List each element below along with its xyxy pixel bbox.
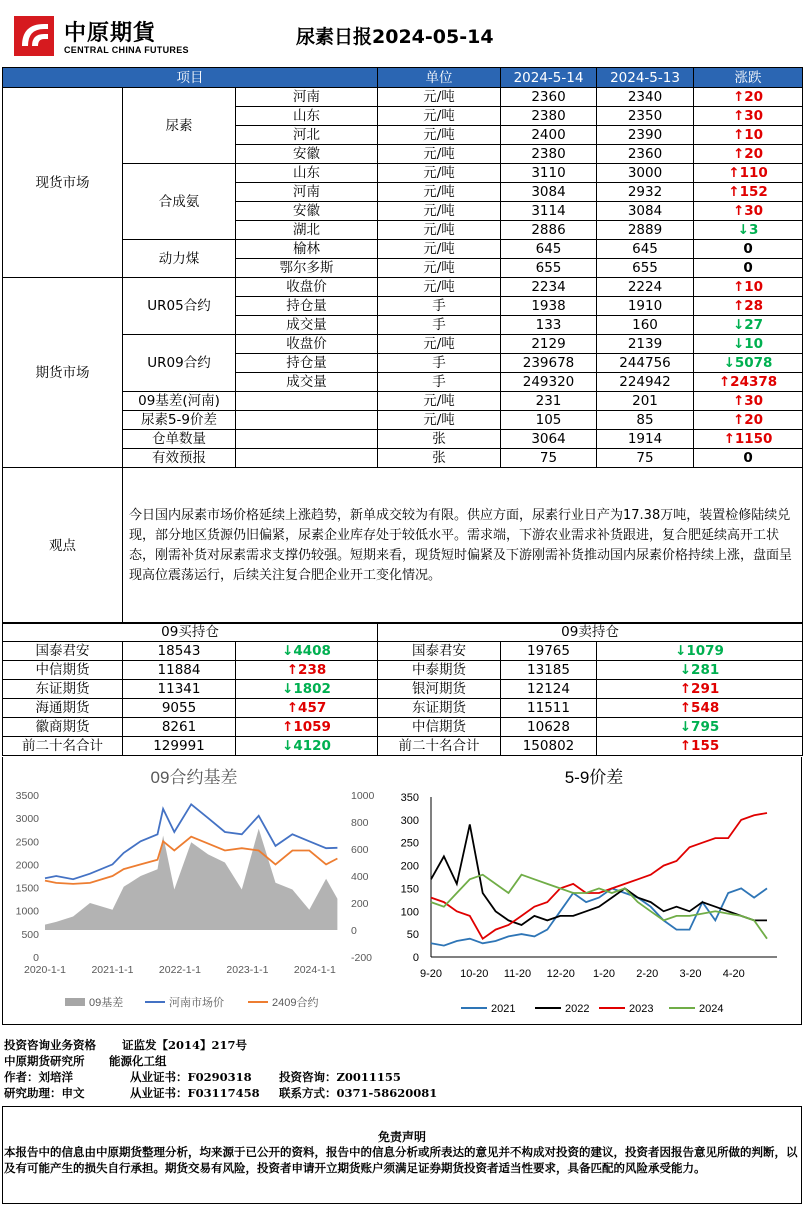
- x-tick-label: 4-20: [722, 968, 745, 980]
- row-change: 0: [694, 240, 803, 259]
- positions-row: [3, 699, 803, 718]
- group: 能源化工组: [109, 1054, 167, 1068]
- sell-broker: 中信期货: [378, 718, 501, 737]
- row-change: ↑30: [694, 107, 803, 126]
- author-license: 从业证书：F0290318: [130, 1070, 252, 1084]
- positions-header-row: [3, 623, 803, 642]
- table-row: [3, 392, 803, 411]
- row-value1: 105: [501, 411, 597, 430]
- row-change: ↑30: [694, 392, 803, 411]
- legend-label: 2021: [491, 1003, 516, 1015]
- sell-broker: 前二十名合计: [378, 737, 501, 756]
- positions-row: [3, 642, 803, 661]
- row-unit: 元/吨: [378, 392, 501, 411]
- positions-row: [3, 737, 803, 756]
- row-change: ↑20: [694, 88, 803, 107]
- x-tick-label: 2024-1-1: [293, 964, 336, 976]
- spread-chart: [387, 757, 801, 1025]
- y-right-tick-label: 0: [351, 925, 357, 937]
- x-tick-label: 10-20: [460, 968, 489, 980]
- table-row: [3, 411, 803, 430]
- row-value2: 160: [597, 316, 694, 335]
- buy-change: ↓4408: [236, 642, 378, 661]
- y-right-tick-label: 200: [351, 898, 369, 910]
- positions-table: [2, 622, 803, 756]
- row-change: ↑30: [694, 202, 803, 221]
- coal-label: 动力煤: [123, 240, 236, 278]
- row-unit: 张: [378, 449, 501, 468]
- row-unit: 张: [378, 430, 501, 449]
- y-tick-label: 200: [400, 860, 419, 873]
- buy-title: 09买持仓: [3, 623, 378, 642]
- buy-broker: 徽商期货: [3, 718, 123, 737]
- row-value1: 3064: [501, 430, 597, 449]
- y-right-tick-label: -200: [351, 952, 373, 964]
- buy-change: ↓4120: [236, 737, 378, 756]
- contact: 联系方式：0371-58620081: [279, 1086, 438, 1100]
- sell-change: ↓281: [597, 661, 803, 680]
- header-unit: 单位: [378, 68, 501, 88]
- row-change: ↓10: [694, 335, 803, 354]
- y-left-tick-label: 3500: [15, 790, 39, 802]
- row-unit: 手: [378, 354, 501, 373]
- row-value2: 1914: [597, 430, 694, 449]
- sell-volume: 12124: [501, 680, 597, 699]
- view-label: 观点: [3, 468, 123, 624]
- disclaimer-title: 免责声明: [377, 1130, 426, 1144]
- y-left-tick-label: 500: [21, 928, 39, 941]
- x-tick-label: 3-20: [679, 968, 702, 980]
- row-name: 09基差(河南): [123, 392, 236, 411]
- row-value2: 2350: [597, 107, 694, 126]
- header-item: 项目: [3, 68, 378, 88]
- row-value1: 3110: [501, 164, 597, 183]
- row-change: ↑10: [694, 126, 803, 145]
- qualification-number: 证监发【2014】217号: [122, 1038, 248, 1052]
- row-unit: 元/吨: [378, 183, 501, 202]
- row-change: ↑20: [694, 145, 803, 164]
- header-date1: 2024-5-14: [501, 68, 597, 88]
- chart-title: 09合约基差: [150, 768, 238, 787]
- buy-volume: 8261: [123, 718, 236, 737]
- buy-volume: 11341: [123, 680, 236, 699]
- y-left-tick-label: 1000: [15, 905, 39, 918]
- row-value2: 244756: [597, 354, 694, 373]
- row-unit: 元/吨: [378, 107, 501, 126]
- buy-volume: 18543: [123, 642, 236, 661]
- row-value1: 2234: [501, 278, 597, 297]
- row-unit: 元/吨: [378, 240, 501, 259]
- row-value1: 239678: [501, 354, 597, 373]
- x-tick-label: 2023-1-1: [226, 964, 269, 976]
- charts-area: [2, 757, 802, 1025]
- row-unit: 元/吨: [378, 202, 501, 221]
- sell-volume: 10628: [501, 718, 597, 737]
- x-tick-label: 9-20: [419, 968, 443, 980]
- row-name: 安徽: [236, 202, 378, 221]
- y-tick-label: 350: [400, 792, 419, 804]
- sell-change: ↑155: [597, 737, 803, 756]
- row-value2: 2139: [597, 335, 694, 354]
- x-tick-label: 1-20: [592, 968, 616, 980]
- row-value1: 2380: [501, 107, 597, 126]
- row-value2: 201: [597, 392, 694, 411]
- legend-label: 09基差: [89, 997, 124, 1009]
- legend-label: 河南市场价: [169, 997, 224, 1009]
- y-tick-label: 50: [406, 929, 419, 942]
- row-name: 鄂尔多斯: [236, 259, 378, 278]
- row-unit: 元/吨: [378, 126, 501, 145]
- buy-change: ↑1059: [236, 718, 378, 737]
- row-value1: 655: [501, 259, 597, 278]
- row-change: ↑1150: [694, 430, 803, 449]
- row-value1: 645: [501, 240, 597, 259]
- sell-change: ↑291: [597, 680, 803, 699]
- buy-broker: 前二十名合计: [3, 737, 123, 756]
- buy-volume: 129991: [123, 737, 236, 756]
- buy-change: ↑457: [236, 699, 378, 718]
- row-value2: 85: [597, 411, 694, 430]
- futures-market-label: 期货市场: [3, 278, 123, 468]
- y-right-tick-label: 400: [351, 871, 369, 883]
- table-row: [3, 240, 803, 259]
- row-change: ↑110: [694, 164, 803, 183]
- y-left-tick-label: 1500: [15, 882, 39, 895]
- table-row: [3, 164, 803, 183]
- y-right-tick-label: 1000: [351, 790, 375, 802]
- row-value1: 231: [501, 392, 597, 411]
- chart-title: 5-9价差: [564, 768, 624, 787]
- header-date2: 2024-5-13: [597, 68, 694, 88]
- x-tick-label: 12-20: [546, 968, 575, 980]
- row-value2: 2889: [597, 221, 694, 240]
- row-value2: 224942: [597, 373, 694, 392]
- row-value1: 133: [501, 316, 597, 335]
- buy-broker: 东证期货: [3, 680, 123, 699]
- buy-broker: 国泰君安: [3, 642, 123, 661]
- y-left-tick-label: 3000: [15, 813, 39, 826]
- row-unit: 元/吨: [378, 221, 501, 240]
- buy-broker: 海通期货: [3, 699, 123, 718]
- row-name: 持仓量: [236, 297, 378, 316]
- positions-row: [3, 661, 803, 680]
- page-title: 尿素日报2024-05-14: [296, 26, 494, 48]
- legend-swatch: [65, 998, 85, 1006]
- row-value2: 3000: [597, 164, 694, 183]
- row-value2: 645: [597, 240, 694, 259]
- row-name: 河南: [236, 88, 378, 107]
- table-header-row: [3, 68, 803, 88]
- row-value1: 249320: [501, 373, 597, 392]
- spot-market-label: 现货市场: [3, 88, 123, 278]
- ur05-label: UR05合约: [123, 278, 236, 335]
- row-value1: 2129: [501, 335, 597, 354]
- row-value2: 2340: [597, 88, 694, 107]
- row-value2: 655: [597, 259, 694, 278]
- row-name: 成交量: [236, 373, 378, 392]
- x-tick-label: 11-20: [503, 968, 532, 980]
- row-name: 尿素5-9价差: [123, 411, 236, 430]
- row-value1: 1938: [501, 297, 597, 316]
- sell-change: ↓795: [597, 718, 803, 737]
- row-name: 收盘价: [236, 335, 378, 354]
- y-tick-label: 100: [400, 906, 419, 919]
- sell-change: ↓1079: [597, 642, 803, 661]
- buy-change: ↑238: [236, 661, 378, 680]
- row-name: 成交量: [236, 316, 378, 335]
- row-unit: 手: [378, 297, 501, 316]
- row-value2: 3084: [597, 202, 694, 221]
- x-tick-label: 2020-1-1: [23, 964, 67, 976]
- sell-broker: 国泰君安: [378, 642, 501, 661]
- row-value1: 3114: [501, 202, 597, 221]
- legend-label: 2024: [699, 1003, 724, 1015]
- row-name: 河北: [236, 126, 378, 145]
- logo-icon: [14, 16, 54, 56]
- sell-volume: 150802: [501, 737, 597, 756]
- table-row: [3, 335, 803, 354]
- view-row: [3, 468, 803, 624]
- table-row: [3, 278, 803, 297]
- x-tick-label: 2022-1-1: [158, 964, 201, 976]
- row-value1: 2380: [501, 145, 597, 164]
- row-value1: 2886: [501, 221, 597, 240]
- disclaimer-text: 本报告中的信息由中原期货整理分析，均来源于已公开的资料，报告中的信息分析或所表达的意见并不构成对投资的建议，投资者因报告意见所做的判断，以及有可能产生的损失自行承担。期货交易有风险，投资者申请开立期货账户须满足证券期货投资者适当性要求，具备匹配的风险承受能力。: [4, 1145, 798, 1175]
- buy-volume: 9055: [123, 699, 236, 718]
- row-name: 山东: [236, 107, 378, 126]
- sell-volume: 11511: [501, 699, 597, 718]
- buy-volume: 11884: [123, 661, 236, 680]
- sell-volume: 19765: [501, 642, 597, 661]
- row-name: 河南: [236, 183, 378, 202]
- row-unit: 元/吨: [378, 145, 501, 164]
- row-name: 仓单数量: [123, 430, 236, 449]
- row-change: ↓27: [694, 316, 803, 335]
- row-change: ↑10: [694, 278, 803, 297]
- sell-change: ↑548: [597, 699, 803, 718]
- assistant-license: 从业证书：F03117458: [130, 1086, 260, 1100]
- buy-change: ↓1802: [236, 680, 378, 699]
- y-tick-label: 0: [412, 952, 419, 964]
- y-left-tick-label: 2000: [15, 859, 39, 872]
- positions-row: [3, 718, 803, 737]
- urea-label: 尿素: [123, 88, 236, 164]
- row-name: 安徽: [236, 145, 378, 164]
- y-tick-label: 150: [400, 883, 419, 896]
- row-unit: 手: [378, 316, 501, 335]
- row-unit: 元/吨: [378, 259, 501, 278]
- row-name: 山东: [236, 164, 378, 183]
- legend-label: 2409合约: [272, 997, 319, 1009]
- advisory-number: 投资咨询：Z0011155: [279, 1070, 401, 1084]
- row-change: ↑24378: [694, 373, 803, 392]
- ammonia-label: 合成氨: [123, 164, 236, 240]
- ur09-label: UR09合约: [123, 335, 236, 392]
- row-value2: 75: [597, 449, 694, 468]
- author: 作者：刘培洋: [4, 1070, 73, 1084]
- row-value2: 2224: [597, 278, 694, 297]
- row-name: 收盘价: [236, 278, 378, 297]
- sell-broker: 东证期货: [378, 699, 501, 718]
- row-value1: 3084: [501, 183, 597, 202]
- row-unit: 手: [378, 373, 501, 392]
- legend-label: 2023: [629, 1003, 654, 1015]
- row-change: 0: [694, 259, 803, 278]
- sell-volume: 13185: [501, 661, 597, 680]
- qualification-label: 投资咨询业务资格: [4, 1038, 96, 1052]
- y-tick-label: 300: [400, 814, 419, 827]
- row-value2: 1910: [597, 297, 694, 316]
- row-name: 有效预报: [123, 449, 236, 468]
- assistant: 研究助理：申文: [4, 1086, 85, 1100]
- row-unit: 元/吨: [378, 278, 501, 297]
- row-value2: 2932: [597, 183, 694, 202]
- sell-broker: 中泰期货: [378, 661, 501, 680]
- row-name: 湖北: [236, 221, 378, 240]
- positions-row: [3, 680, 803, 699]
- institute: 中原期货研究所: [4, 1054, 85, 1068]
- x-tick-label: 2021-1-1: [91, 964, 134, 976]
- legend-label: 2022: [565, 1003, 590, 1015]
- y-right-tick-label: 800: [351, 817, 369, 829]
- row-name: 持仓量: [236, 354, 378, 373]
- row-value2: 2360: [597, 145, 694, 164]
- buy-broker: 中信期货: [3, 661, 123, 680]
- row-unit: 元/吨: [378, 88, 501, 107]
- y-right-tick-label: 600: [351, 844, 369, 856]
- x-tick-label: 2-20: [636, 968, 659, 980]
- view-text: 今日国内尿素市场价格延续上涨趋势，新单成交较为有限。供应方面，尿素行业日产为17.38万吨，装置检修陆续兑现，部分地区货源仍旧偏紧，尿素企业库存处于较低水平。需求端，下游农业需求补货跟进，复合肥延续高开工状态，刚需补货对尿素需求支撑仍较强。短期来看，现货短时偏紧及下游刚需补货推动国内尿素价格持续上涨，盘面呈现高位震荡运行，后续关注复合肥企业开工变化情况。: [123, 468, 803, 624]
- row-unit: 元/吨: [378, 164, 501, 183]
- row-change: ↓3: [694, 221, 803, 240]
- sell-title: 09卖持仓: [378, 623, 803, 642]
- sell-broker: 银河期货: [378, 680, 501, 699]
- basis-chart: [3, 757, 387, 1025]
- row-change: ↓5078: [694, 354, 803, 373]
- row-value1: 2400: [501, 126, 597, 145]
- table-row: [3, 430, 803, 449]
- row-change: ↑28: [694, 297, 803, 316]
- row-unit: 元/吨: [378, 411, 501, 430]
- row-change: 0: [694, 449, 803, 468]
- table-row: [3, 88, 803, 107]
- basis-area-series: [45, 829, 337, 930]
- row-unit: 元/吨: [378, 335, 501, 354]
- row-name: 榆林: [236, 240, 378, 259]
- table-row: [3, 449, 803, 468]
- logo-chinese: 中原期貨: [64, 20, 157, 46]
- y-left-tick-label: 0: [33, 952, 39, 964]
- y-left-tick-label: 2500: [15, 836, 39, 849]
- row-change: ↑20: [694, 411, 803, 430]
- y-tick-label: 250: [400, 837, 419, 850]
- row-value1: 2360: [501, 88, 597, 107]
- header-change: 涨跌: [694, 68, 803, 88]
- market-data-table: [2, 67, 803, 624]
- row-value2: 2390: [597, 126, 694, 145]
- row-change: ↑152: [694, 183, 803, 202]
- row-value1: 75: [501, 449, 597, 468]
- logo-english: CENTRAL CHINA FUTURES: [64, 45, 189, 55]
